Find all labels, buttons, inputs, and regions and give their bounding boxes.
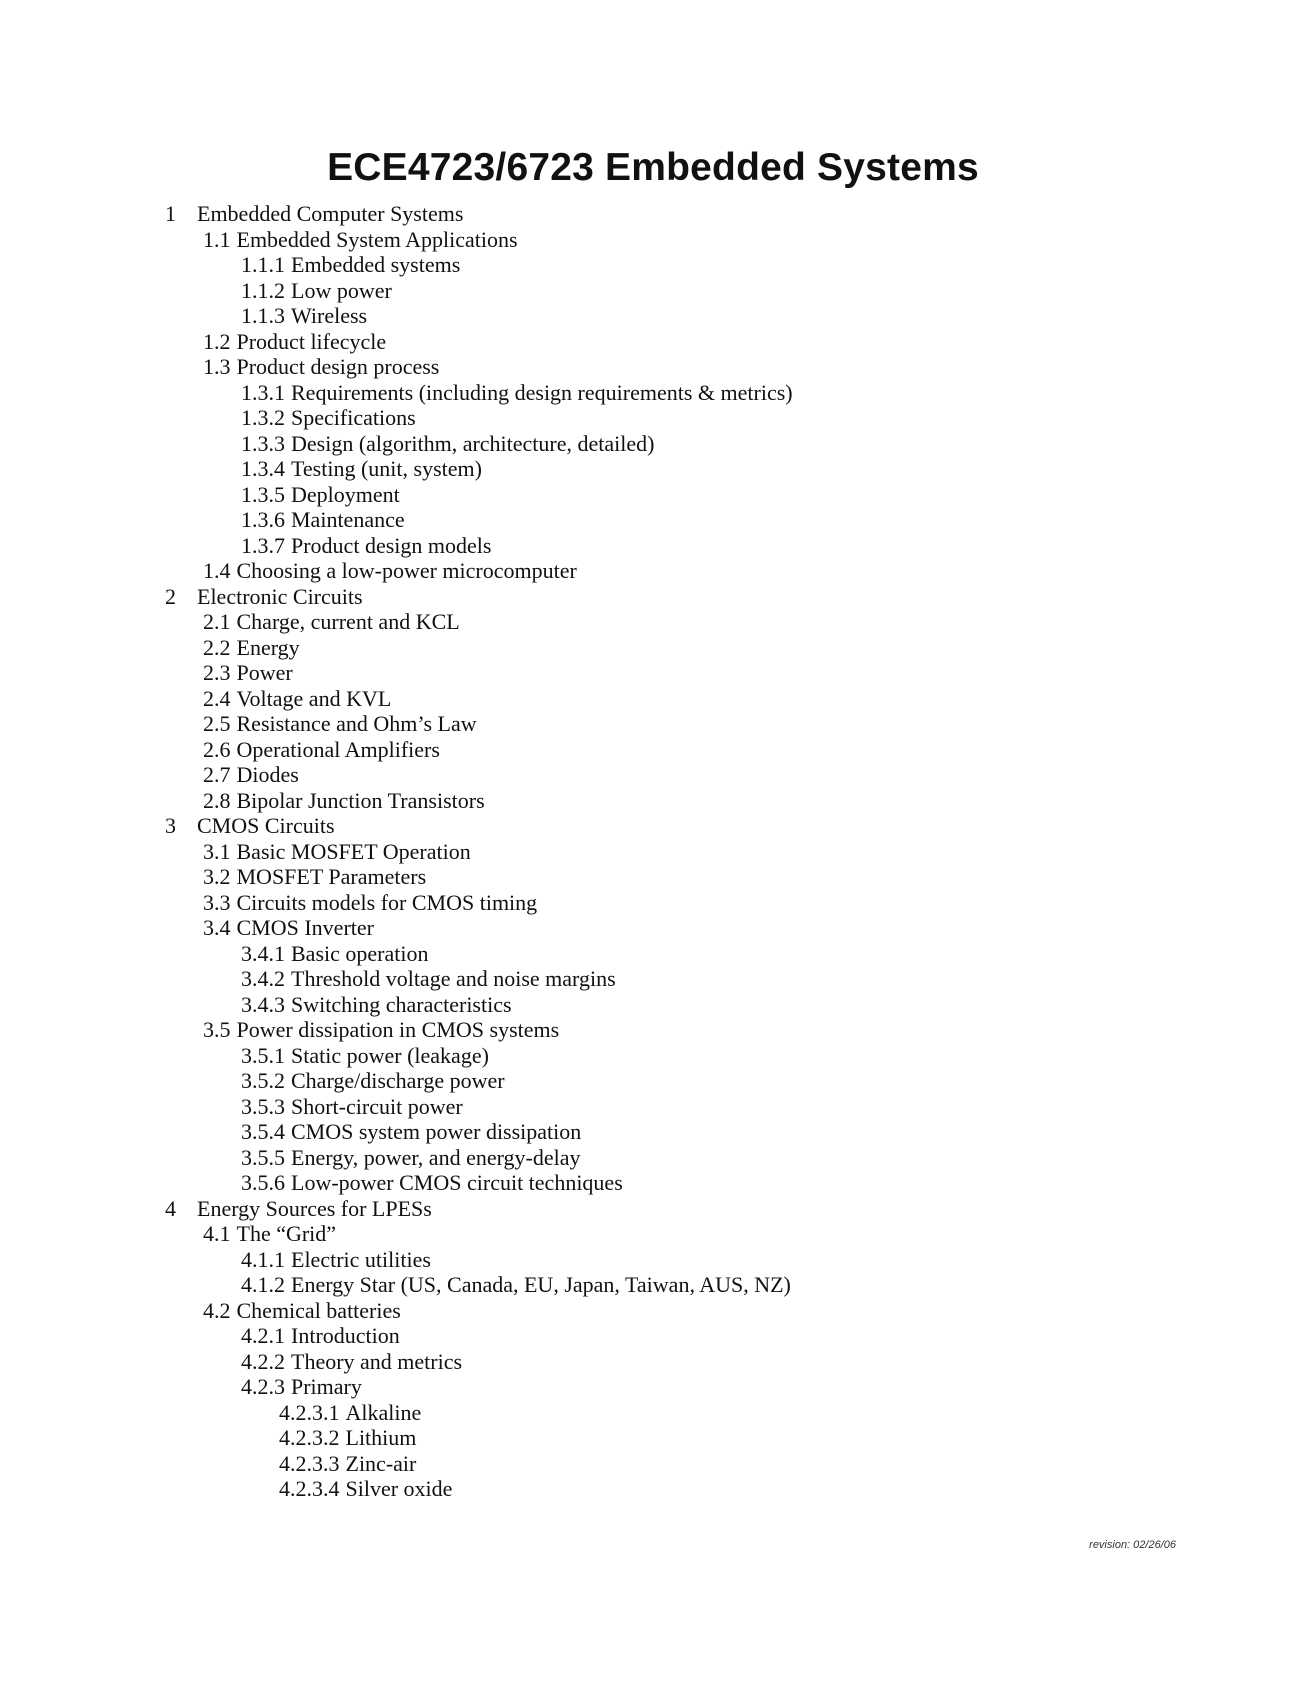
outline-item-number: 2.1	[203, 609, 231, 634]
outline-item	[165, 1145, 1165, 1171]
outline-item	[165, 941, 1165, 967]
outline-item	[165, 1247, 1165, 1273]
outline-item-text: Silver oxide	[345, 1476, 453, 1501]
outline-item-number: 4.2	[203, 1297, 231, 1323]
outline-item-number: 1	[165, 201, 176, 226]
outline-item	[165, 686, 1165, 712]
outline-item	[165, 737, 1165, 763]
outline-item-text: Electronic Circuits	[197, 583, 363, 609]
outline-item-text: Switching characteristics	[291, 991, 512, 1017]
outline-item-number: 3.5.2	[241, 1068, 285, 1093]
outline-item-number: 4.2.3.3	[279, 1450, 340, 1476]
outline-item-number: 1.1.3	[241, 303, 285, 328]
outline-item-text: Wireless	[291, 303, 368, 328]
outline-item	[165, 278, 1165, 304]
outline-item-number: 4.2.2	[241, 1348, 285, 1374]
outline-item-number: 2.4	[203, 685, 231, 711]
outline-item-text: The “Grid”	[236, 1221, 337, 1246]
outline-item-text: Low-power CMOS circuit techniques	[291, 1170, 623, 1195]
outline-item	[165, 1323, 1165, 1349]
outline-item-number: 2.3	[203, 660, 231, 685]
outline-item-text: CMOS Inverter	[236, 915, 374, 940]
outline-item-number: 1.4	[203, 558, 231, 583]
outline-item-text: Voltage and KVL	[236, 685, 392, 711]
outline-item	[165, 227, 1165, 253]
outline-item-number: 3.5	[203, 1017, 231, 1042]
outline-item-number: 1.3.7	[241, 532, 285, 558]
outline-item	[165, 1272, 1165, 1298]
outline-item-text: Specifications	[291, 405, 416, 430]
outline-item	[165, 354, 1165, 380]
outline-item-text: Embedded System Applications	[236, 226, 518, 252]
outline-item	[165, 992, 1165, 1018]
outline-item-text: Power	[236, 660, 293, 685]
outline-item-number: 3	[165, 813, 176, 838]
outline-item-text: Chemical batteries	[236, 1297, 401, 1323]
outline-item-text: Energy Star (US, Canada, EU, Japan, Taiwan, AUS, NZ)	[291, 1272, 791, 1297]
outline-item-text: Design (algorithm, architecture, detailed)	[291, 430, 655, 456]
outline-item-text: Circuits models for CMOS timing	[236, 889, 538, 915]
outline-item	[165, 1017, 1165, 1043]
outline-item-text: MOSFET Parameters	[236, 864, 427, 889]
outline-item-text: Power dissipation in CMOS systems	[236, 1017, 560, 1042]
outline-item-number: 3.3	[203, 889, 231, 915]
outline-item	[165, 839, 1165, 865]
outline-item-number: 3.4	[203, 915, 231, 940]
outline-item	[165, 711, 1165, 737]
outline-item-number: 4.1.1	[241, 1246, 285, 1272]
outline-item	[165, 431, 1165, 457]
outline-item-number: 4.2.3.1	[279, 1399, 340, 1425]
outline-item-text: Embedded systems	[291, 252, 461, 277]
outline-item-text: Requirements (including design requirements & metrics)	[291, 379, 793, 405]
outline-item-text: Product design process	[236, 354, 440, 379]
outline-item-number: 2	[165, 583, 176, 609]
outline-item-text: Charge, current and KCL	[236, 609, 460, 634]
outline-item-text: Energy, power, and energy-delay	[291, 1144, 581, 1170]
outline-item-number: 4	[165, 1195, 176, 1221]
outline-item-text: Zinc-air	[345, 1450, 417, 1476]
outline-item	[165, 788, 1165, 814]
outline-item	[165, 380, 1165, 406]
outline-item	[165, 252, 1165, 278]
document-title: ECE4723/6723 Embedded Systems	[327, 146, 979, 189]
outline-item-number: 1.2	[203, 328, 231, 354]
outline-item-number: 1.3	[203, 354, 231, 379]
outline-item	[165, 762, 1165, 788]
outline-item	[165, 1043, 1165, 1069]
outline-item-text: Charge/discharge power	[291, 1068, 505, 1093]
outline-item	[165, 1119, 1165, 1145]
outline-item-text: Basic MOSFET Operation	[236, 838, 471, 864]
outline-item-number: 3.4.3	[241, 991, 285, 1017]
outline-item-text: Theory and metrics	[291, 1348, 463, 1374]
outline-item-number: 2.8	[203, 787, 231, 813]
outline-item-number: 1.1	[203, 226, 231, 252]
outline-item-number: 3.4.2	[241, 966, 285, 991]
outline-item	[165, 1170, 1165, 1196]
outline-item-text: Energy Sources for LPESs	[197, 1195, 432, 1221]
outline-item-text: Bipolar Junction Transistors	[236, 787, 485, 813]
outline-item	[165, 1094, 1165, 1120]
outline-item	[165, 1476, 1165, 1502]
outline-item-number: 1.1.2	[241, 277, 285, 303]
outline-item-number: 4.1.2	[241, 1272, 285, 1297]
outline-item-text: Lithium	[345, 1425, 417, 1450]
outline-item	[165, 1400, 1165, 1426]
outline-item-number: 1.3.4	[241, 456, 285, 481]
outline-item-text: Diodes	[236, 762, 299, 787]
outline-item	[165, 584, 1165, 610]
outline-item-number: 2.2	[203, 634, 231, 660]
outline-item-number: 4.2.3.4	[279, 1476, 340, 1501]
outline-item	[165, 533, 1165, 559]
outline-item-text: Introduction	[291, 1323, 400, 1348]
outline-item	[165, 1374, 1165, 1400]
outline-item	[165, 507, 1165, 533]
outline-item-number: 3.5.6	[241, 1170, 285, 1195]
outline-item-text: Product lifecycle	[236, 328, 387, 354]
outline-item	[165, 635, 1165, 661]
outline-item-text: Primary	[291, 1374, 362, 1399]
outline-item	[165, 482, 1165, 508]
outline-item-text: Short-circuit power	[291, 1093, 463, 1119]
revision-date: revision: 02/26/06	[1089, 1539, 1176, 1551]
outline-item-number: 2.7	[203, 762, 231, 787]
outline-item-number: 4.1	[203, 1221, 231, 1246]
outline-item	[165, 1451, 1165, 1477]
outline-item	[165, 609, 1165, 635]
outline-item-text: Threshold voltage and noise margins	[291, 966, 616, 991]
outline-item	[165, 303, 1165, 329]
outline-item	[165, 1425, 1165, 1451]
outline-item	[165, 966, 1165, 992]
outline-item-number: 1.3.5	[241, 481, 285, 507]
outline-item-number: 3.1	[203, 838, 231, 864]
outline-item	[165, 201, 1165, 227]
outline-item-text: CMOS system power dissipation	[291, 1119, 582, 1144]
outline-item-text: CMOS Circuits	[197, 813, 335, 838]
outline-item	[165, 813, 1165, 839]
outline-item-number: 1.1.1	[241, 252, 285, 277]
outline-item-number: 3.4.1	[241, 940, 285, 966]
outline-item-number: 2.6	[203, 736, 231, 762]
outline-item	[165, 1349, 1165, 1375]
outline-item	[165, 864, 1165, 890]
outline-item	[165, 405, 1165, 431]
outline-item	[165, 456, 1165, 482]
outline-item-number: 2.5	[203, 711, 231, 736]
outline-item-text: Operational Amplifiers	[236, 736, 440, 762]
outline-item-text: Testing (unit, system)	[291, 456, 482, 481]
outline-item-text: Energy	[236, 634, 300, 660]
outline-item-number: 1.3.3	[241, 430, 285, 456]
outline-item-number: 4.2.3.2	[279, 1425, 340, 1450]
outline-item-text: Product design models	[291, 532, 492, 558]
outline-item	[165, 1196, 1165, 1222]
outline-item-number: 3.5.5	[241, 1144, 285, 1170]
outline-item-number: 1.3.1	[241, 379, 285, 405]
course-outline	[165, 201, 1165, 1502]
outline-item	[165, 1298, 1165, 1324]
outline-item	[165, 915, 1165, 941]
outline-item	[165, 558, 1165, 584]
outline-item	[165, 1221, 1165, 1247]
outline-item-text: Electric utilities	[291, 1246, 431, 1272]
outline-item-number: 3.5.3	[241, 1093, 285, 1119]
outline-item	[165, 660, 1165, 686]
outline-item-text: Choosing a low-power microcomputer	[236, 558, 577, 583]
outline-item-text: Embedded Computer Systems	[197, 201, 464, 226]
outline-item-number: 1.3.2	[241, 405, 285, 430]
outline-item-text: Resistance and Ohm’s Law	[236, 711, 477, 736]
outline-item-text: Static power (leakage)	[291, 1042, 489, 1068]
outline-item-number: 4.2.1	[241, 1323, 285, 1348]
outline-item-number: 3.5.4	[241, 1119, 285, 1144]
outline-item-text: Basic operation	[291, 940, 429, 966]
outline-item-text: Alkaline	[345, 1399, 422, 1425]
outline-item	[165, 329, 1165, 355]
outline-item-number: 1.3.6	[241, 507, 285, 532]
outline-item	[165, 1068, 1165, 1094]
outline-item-text: Deployment	[291, 481, 400, 507]
outline-item-text: Low power	[291, 277, 392, 303]
outline-item-number: 4.2.3	[241, 1374, 285, 1399]
outline-item-number: 3.5.1	[241, 1042, 285, 1068]
outline-item-number: 3.2	[203, 864, 231, 889]
outline-item	[165, 890, 1165, 916]
outline-item-text: Maintenance	[291, 507, 405, 532]
